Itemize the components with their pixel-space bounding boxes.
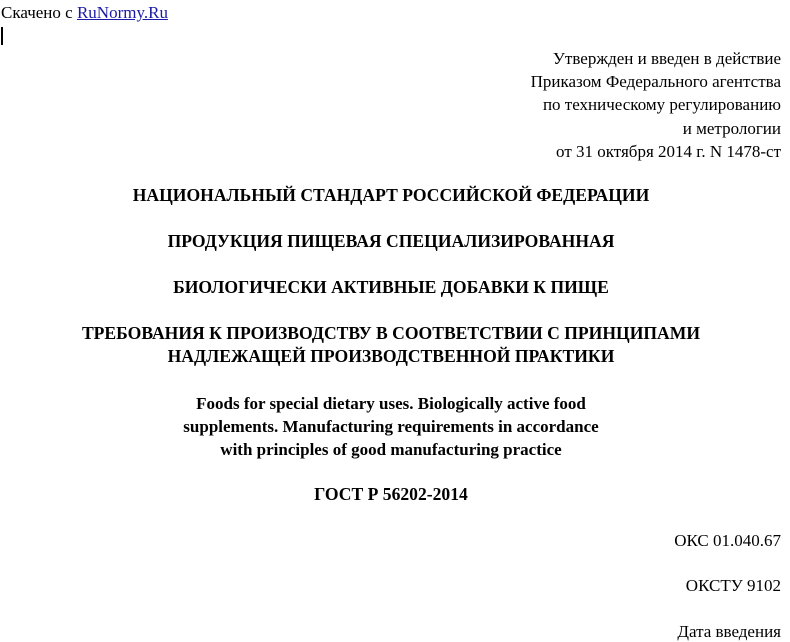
text-cursor	[1, 27, 3, 45]
source-prefix: Скачено с	[1, 3, 77, 22]
english-title-line: supplements. Manufacturing requirements in accordance	[183, 417, 599, 436]
approval-line: Утвержден и введен в действие	[552, 49, 781, 68]
approval-line: Приказом Федерального агентства	[530, 72, 781, 92]
source-line	[1, 3, 168, 23]
product-subcategory-heading: БИОЛОГИЧЕСКИ АКТИВНЫЕ ДОБАВКИ К ПИЩЕ	[173, 277, 609, 297]
intro-date-label: Дата введения	[677, 622, 781, 641]
document-title-line: ТРЕБОВАНИЯ К ПРОИЗВОДСТВУ В СООТВЕТСТВИИ С ПРИНЦИПАМИ	[81, 323, 701, 343]
english-title	[0, 392, 782, 461]
document-title	[0, 322, 782, 368]
standard-type-heading: НАЦИОНАЛЬНЫЙ СТАНДАРТ РОССИЙСКОЙ ФЕДЕРАЦИИ	[132, 185, 650, 205]
document-title-line: НАДЛЕЖАЩЕЙ ПРОИЗВОДСТВЕННОЙ ПРАКТИКИ	[167, 346, 615, 366]
product-category-heading: ПРОДУКЦИЯ ПИЩЕВАЯ СПЕЦИАЛИЗИРОВАННАЯ	[167, 231, 615, 251]
okstu-code: ОКСТУ 9102	[685, 576, 781, 595]
oks-code: ОКС 01.040.67	[674, 531, 781, 550]
approval-line: по техническому регулированию	[542, 95, 781, 115]
standard-designation: ГОСТ Р 56202-2014	[314, 484, 468, 504]
source-link[interactable]: RuNormy.Ru	[76, 3, 168, 22]
english-title-line: with principles of good manufacturing practice	[220, 440, 562, 459]
approval-line: и метрологии	[682, 118, 781, 138]
english-title-line: Foods for special dietary uses. Biologically active food	[196, 394, 586, 413]
approval-block	[531, 47, 781, 163]
approval-line: от 31 октября 2014 г. N 1478-ст	[556, 141, 781, 161]
